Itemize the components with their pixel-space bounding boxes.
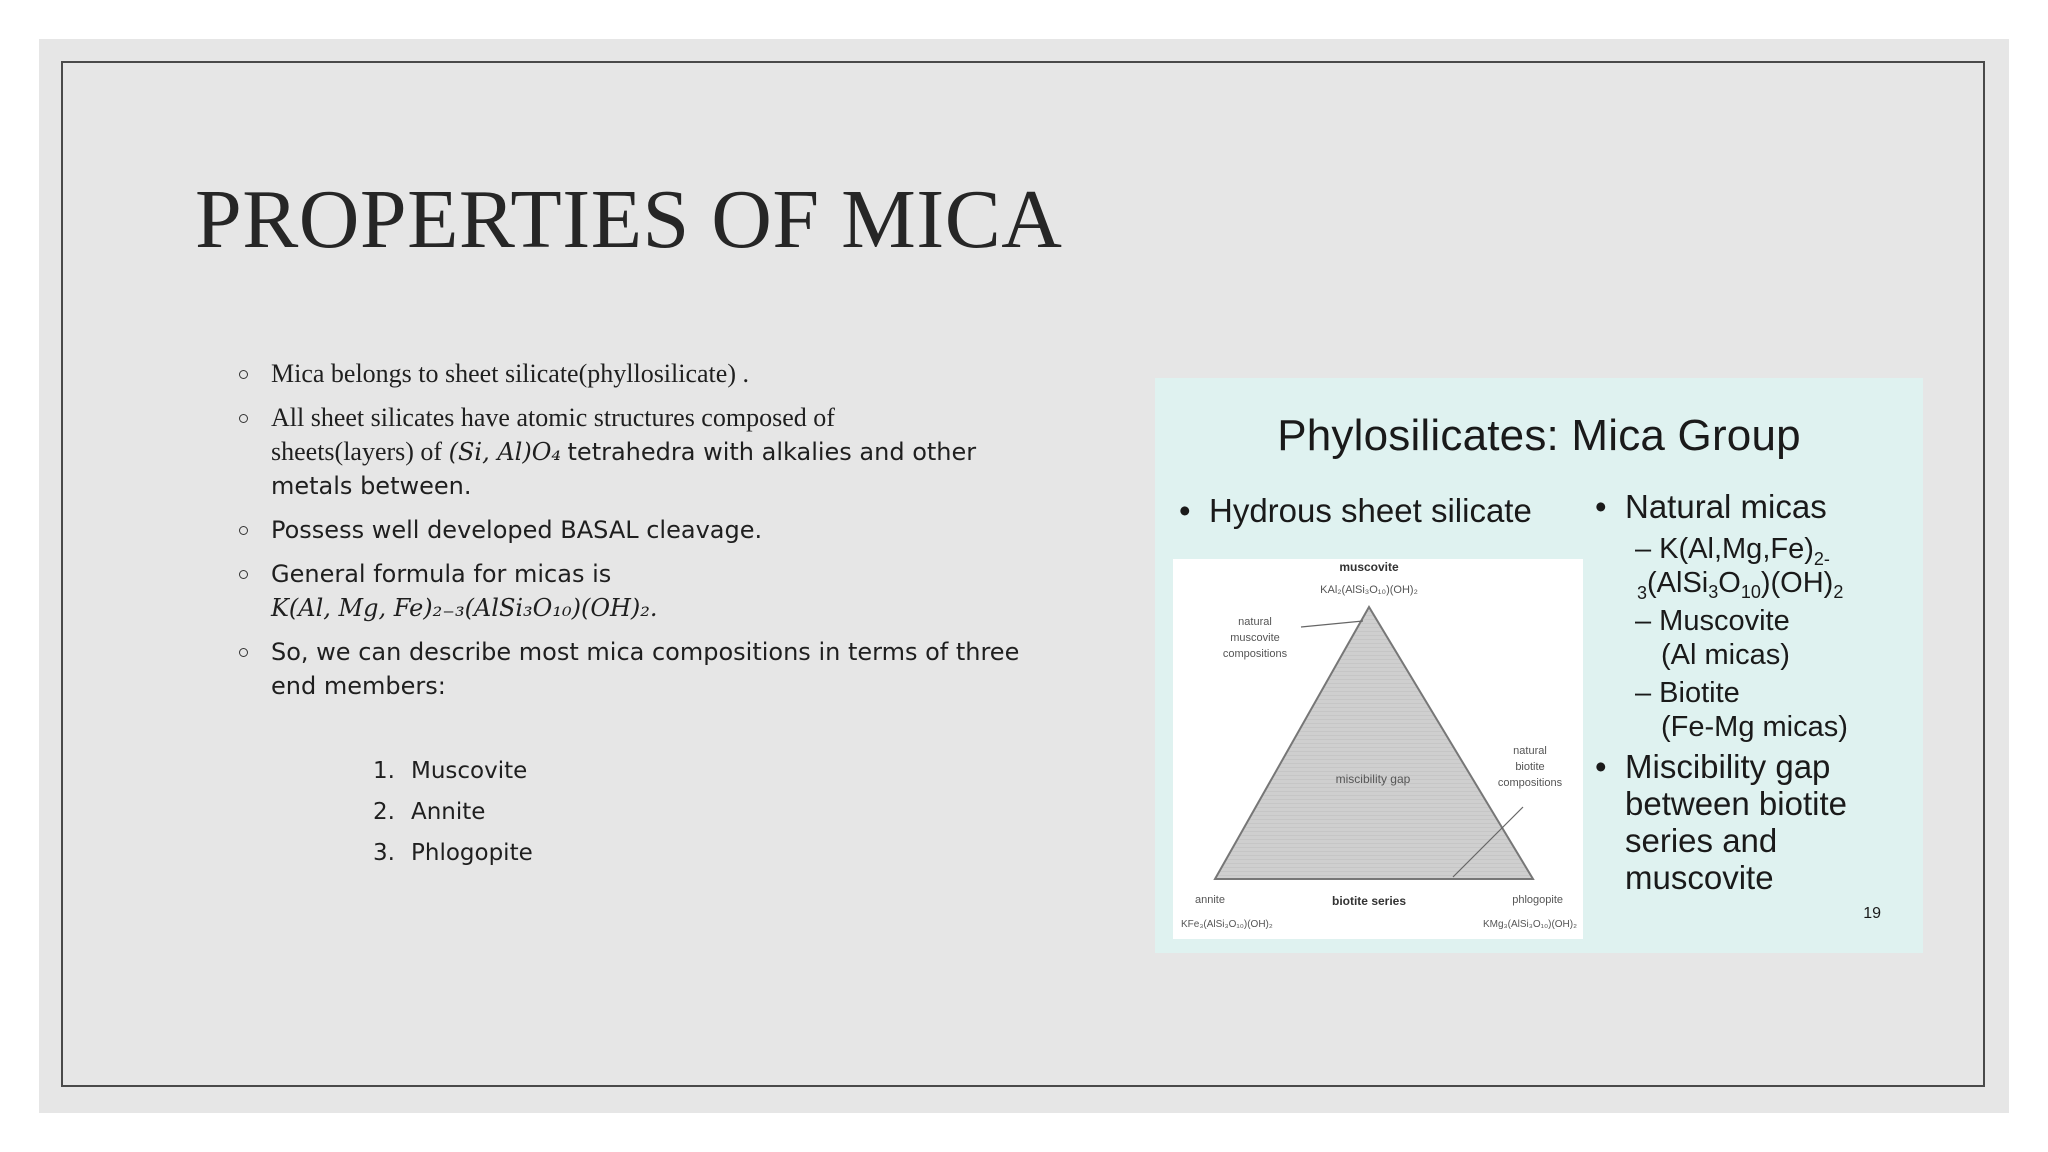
figure-subitem: – $K(Al,Mg,Fe)_{2-}$ xyxy=(1635,533,1830,569)
bullet-item xyxy=(239,357,1059,391)
formula: K(Al, Mg, Fe)₂₋₃(AlSi₃O₁₀)(OH)₂. xyxy=(271,594,658,622)
biotite-series-label: biotite series xyxy=(1331,894,1407,908)
figure-bullet: • Miscibility gap xyxy=(1595,748,1831,785)
bullet-circle-icon xyxy=(239,570,248,579)
bullet-list xyxy=(239,357,1059,713)
figure-bullet-line: between biotite xyxy=(1625,785,1847,822)
right-note: compositions xyxy=(1497,777,1563,789)
bullet-text: All sheet silicates have atomic structures composed of xyxy=(271,403,835,432)
right-note: natural xyxy=(1513,745,1547,757)
figure-bullet-line: series and xyxy=(1625,822,1778,859)
ternary-diagram xyxy=(1173,559,1583,939)
figure-page-number: 19 xyxy=(1863,905,1881,922)
miscibility-gap-label: miscibility gap xyxy=(1335,772,1411,786)
bullet-circle-icon xyxy=(239,414,248,423)
mica-group-figure xyxy=(1155,378,1923,953)
figure-title: Phylosilicates: Mica Group xyxy=(1277,411,1801,460)
diagram-top-formula: KAl₂(AlSi₃O₁₀)(OH)₂ xyxy=(1320,584,1418,596)
slide xyxy=(39,39,2009,1113)
bullet-text: Mica belongs to sheet silicate(phyllosilicate) . xyxy=(271,359,749,388)
phlogopite-label: phlogopite xyxy=(1512,894,1563,906)
left-note: compositions xyxy=(1222,648,1288,660)
bullet-item xyxy=(239,557,1059,625)
diagram-top-label: muscovite xyxy=(1339,560,1399,574)
figure-subitem: – Biotite xyxy=(1635,677,1740,709)
bullet-text: So, we can describe most mica compositions in terms of three end members: xyxy=(271,638,1020,700)
bullet-item xyxy=(239,401,1059,503)
figure-bullet: • Hydrous sheet silicate xyxy=(1179,492,1532,529)
annite-label: annite xyxy=(1195,894,1225,906)
figure-subitem: (Al micas) xyxy=(1661,639,1790,671)
bullet-circle-icon xyxy=(239,648,248,657)
bullet-circle-icon xyxy=(239,370,248,379)
annite-formula: KFe₃(AlSi₃O₁₀)(OH)₂ xyxy=(1181,919,1273,930)
figure-bullet-line: muscovite xyxy=(1625,859,1774,896)
right-note: biotite xyxy=(1515,761,1545,773)
figure-subitem: $_3(AlSi_3O_{10})(OH)_2$ xyxy=(1637,567,1844,603)
figure-subitem: (Fe-Mg micas) xyxy=(1661,711,1848,743)
left-note: natural xyxy=(1238,616,1272,628)
leader-line xyxy=(1301,621,1363,627)
bullet-text: Possess well developed BASAL cleavage. xyxy=(271,516,763,544)
figure-subitem: – Muscovite xyxy=(1635,605,1790,637)
figure-bullet: • Natural micas xyxy=(1595,488,1827,525)
formula: (Si, Al)O₄ xyxy=(448,438,562,466)
bullet-text: General formula for micas is xyxy=(271,560,612,588)
left-note: muscovite xyxy=(1230,632,1280,644)
slide-title: PROPERTIES OF MICA xyxy=(195,173,1063,266)
end-member-list xyxy=(373,751,533,874)
phlogopite-formula: KMg₃(AlSi₃O₁₀)(OH)₂ xyxy=(1483,919,1577,930)
bullet-item xyxy=(239,513,1059,547)
list-item: 3. Phlogopite xyxy=(373,840,533,866)
list-item: 2. Annite xyxy=(373,799,486,825)
bullet-text: tetrahedra with alkalies and other metals between. xyxy=(271,438,977,500)
bullet-circle-icon xyxy=(239,526,248,535)
bullet-item xyxy=(239,635,1059,703)
list-item: 1. Muscovite xyxy=(373,758,528,784)
bullet-text: sheets(layers) of xyxy=(271,437,443,466)
